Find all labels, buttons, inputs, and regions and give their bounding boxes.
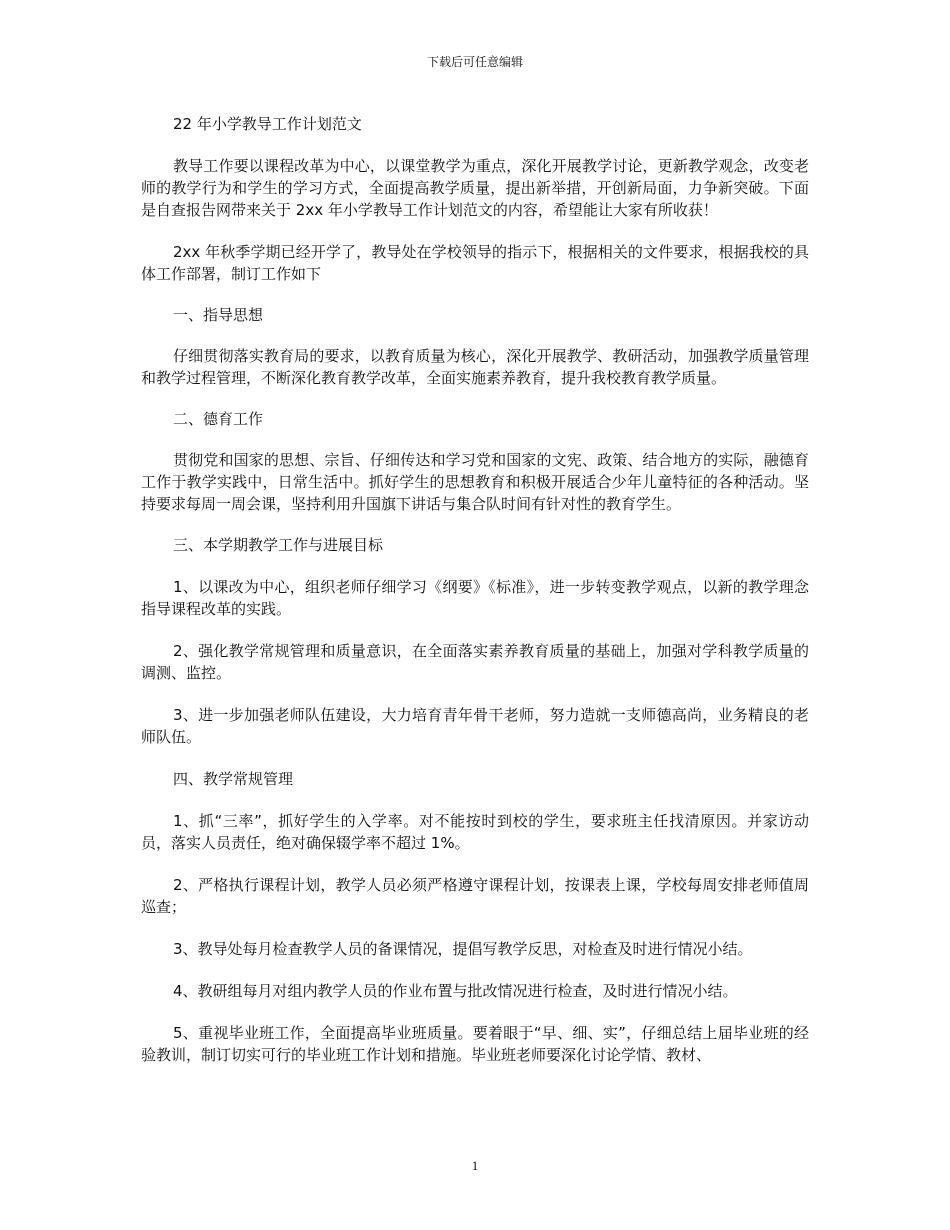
guiding-thought-paragraph: 仔细贯彻落实教育局的要求，以教育质量为核心，深化开展教学、教研活动，加强教学质量管理和教学过程管理，不断深化教育教学改革，全面实施素养教育，提升我校教育教学质量。 (141, 347, 809, 387)
intro-paragraph: 教导工作要以课程改革为中心，以课堂教学为重点，深化开展教学讨论，更新教学观念，改变老师的教学行为和学生的学习方式，全面提高教学质量，提出新举措，开创新局面，力争新突破。下面是自查报告网带来关于 2xx 年小学教导工作计划范文的内容，希望能让大家有所收获！ (141, 157, 809, 219)
document-body (141, 113, 809, 1066)
section-heading-guiding-thought: 一、指导思想 (173, 306, 264, 324)
routine-item-5: 5、重视毕业班工作，全面提高毕业班质量。要着眼于“早、细、实”，仔细总结上届毕业班的经验教训，制订切实可行的毕业班工作计划和措施。毕业班老师要深化讨论学情、教材、 (141, 1024, 809, 1064)
section-heading-moral-education: 二、德育工作 (173, 410, 264, 428)
semester-paragraph: 2xx 年秋季学期已经开学了，教导处在学校领导的指示下，根据相关的文件要求，根据我校的具体工作部署，制订工作如下 (141, 243, 809, 283)
goal-item-2: 2、强化教学常规管理和质量意识，在全面落实素养教育质量的基础上，加强对学科教学质量的调测、监控。 (141, 642, 809, 682)
routine-item-2: 2、严格执行课程计划，教学人员必须严格遵守课程计划，按课表上课，学校每周安排老师值周巡查； (141, 876, 809, 916)
goal-item-3: 3、进一步加强老师队伍建设，大力培育青年骨干老师，努力造就一支师德高尚，业务精良的老师队伍。 (141, 706, 809, 746)
section-heading-routine-management: 四、教学常规管理 (173, 770, 294, 788)
routine-item-4: 4、教研组每月对组内教学人员的作业布置与批改情况进行检查，及时进行情况小结。 (173, 982, 738, 1000)
page-number: 1 (471, 1158, 479, 1173)
routine-item-3: 3、教导处每月检查教学人员的备课情况，提倡写教学反思，对检查及时进行情况小结。 (173, 940, 753, 958)
routine-item-1: 1、抓“三率”，抓好学生的入学率。对不能按时到校的学生，要求班主任找清原因。并家访动员，落实人员责任，绝对确保辍学率不超过 1%。 (141, 812, 809, 852)
document-title: 22 年小学教导工作计划范文 (173, 115, 362, 133)
goal-item-1: 1、以课改为中心，组织老师仔细学习《纲要》《标准》，进一步转变教学观点，以新的教学理念指导课程改革的实践。 (141, 578, 809, 618)
page-header-note: 下载后可任意编辑 (426, 55, 523, 69)
section-heading-teaching-goals: 三、本学期教学工作与进展目标 (173, 536, 384, 554)
moral-education-paragraph: 贯彻党和国家的思想、宗旨、仔细传达和学习党和国家的文宪、政策、结合地方的实际，融德育工作于教学实践中，日常生活中。抓好学生的思想教育和积极开展适合少年儿童特征的各种活动。坚持要求每周一周会课，坚持利用升国旗下讲话与集合队时间有针对性的教育学生。 (141, 451, 809, 513)
